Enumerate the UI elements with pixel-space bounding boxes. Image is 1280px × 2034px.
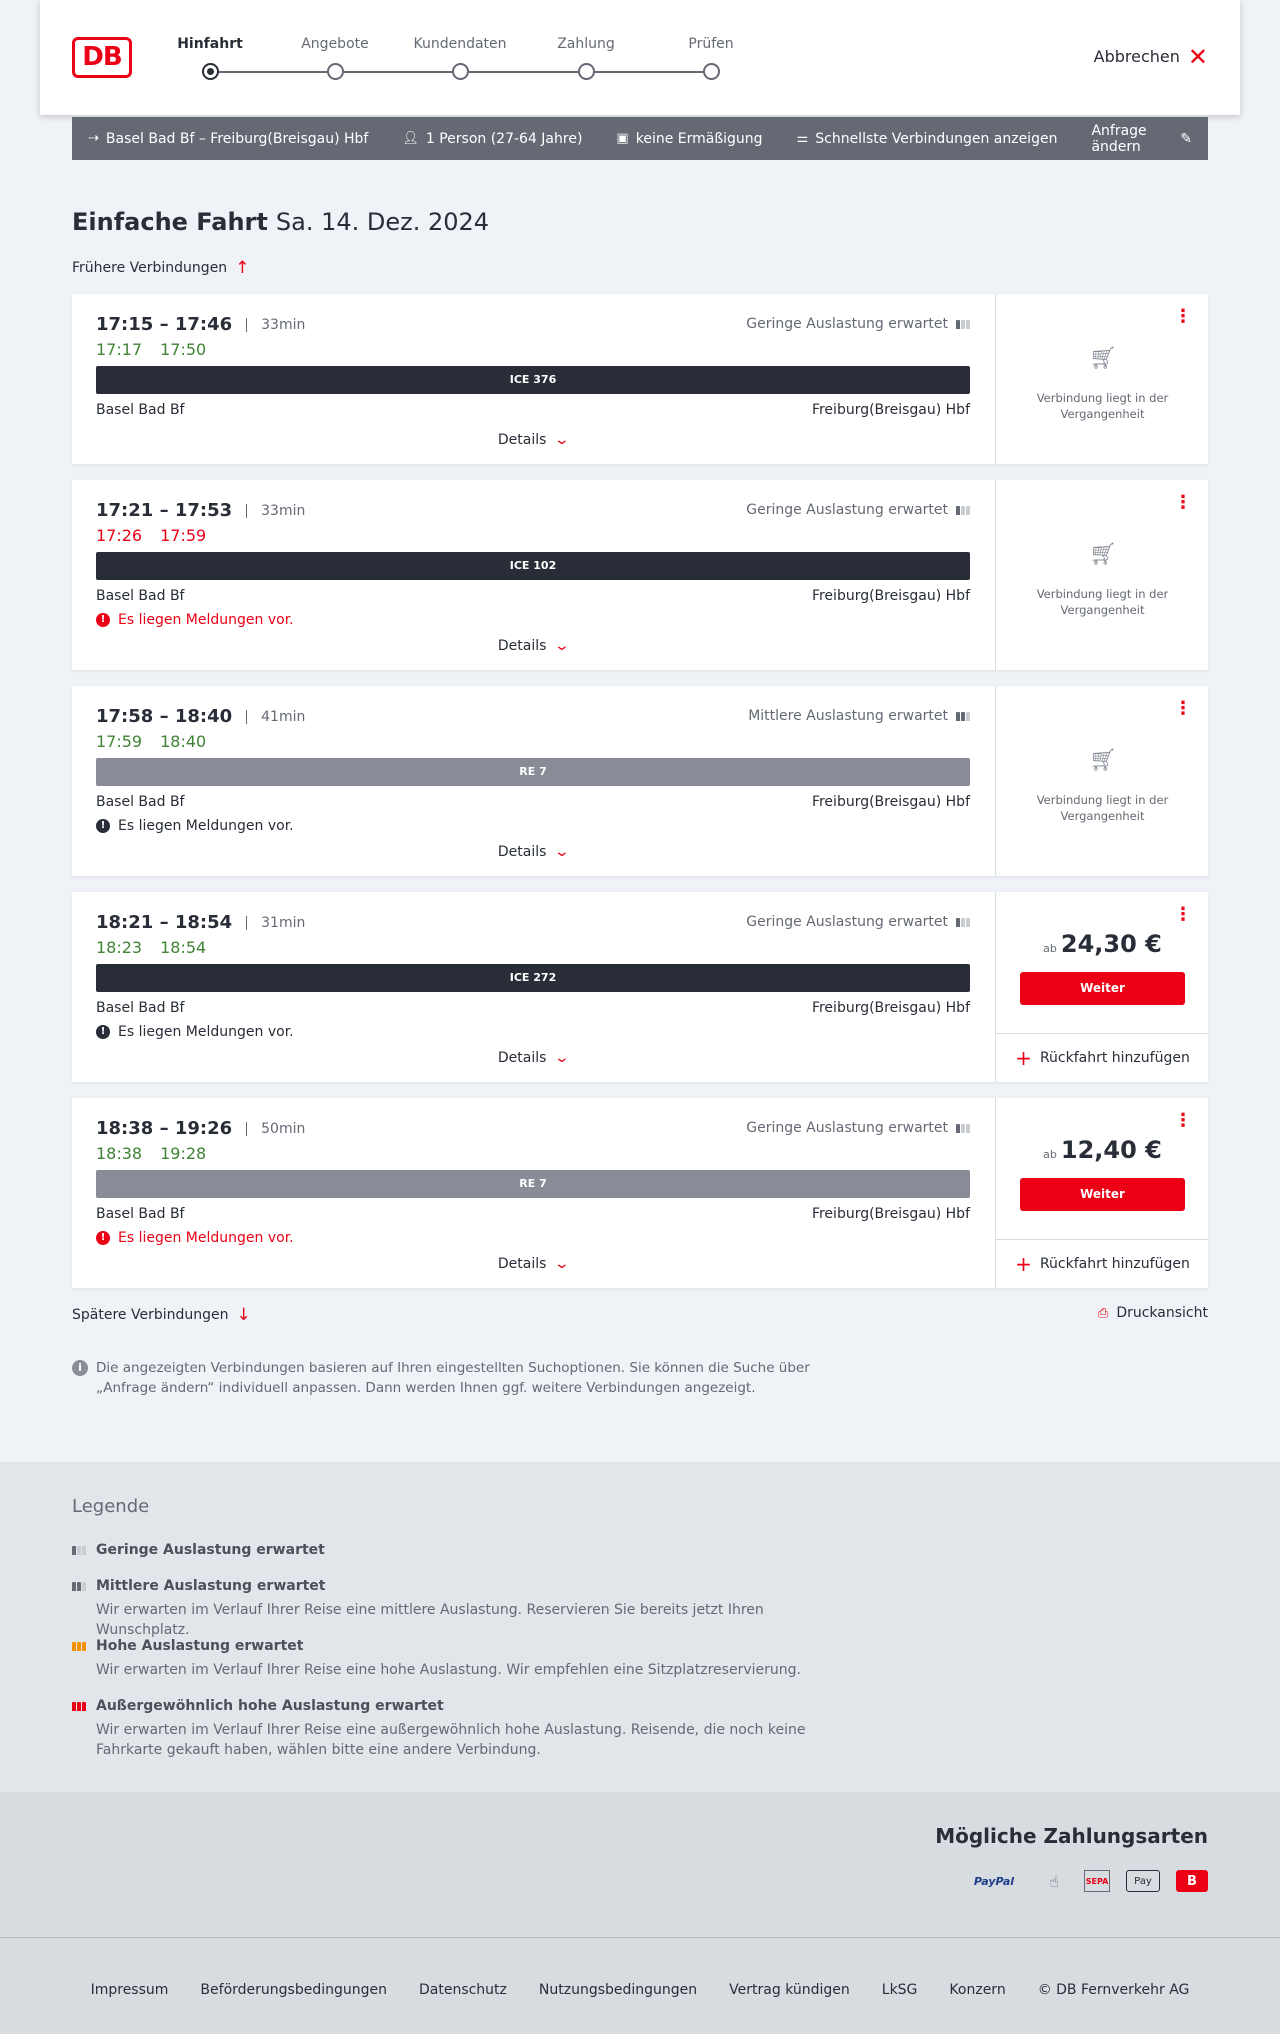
cart-unavailable-icon: 🛒︎ [1089, 748, 1117, 773]
add-return-button[interactable] [996, 1033, 1209, 1081]
realtime-times [96, 938, 206, 957]
more-options-icon[interactable]: ⋮ [1174, 1110, 1192, 1131]
print-view-link[interactable] [1098, 1305, 1208, 1321]
occupancy-exceptional-icon [72, 1702, 88, 1711]
footer-link-konzern[interactable]: Konzern [949, 1982, 1006, 1998]
occupancy-info [746, 316, 970, 332]
occupancy-info [746, 1120, 970, 1136]
past-connection-note: Verbindung liegt in der Vergangenheit [1036, 587, 1169, 617]
fastest-text: Schnellste Verbindungen anzeigen [815, 130, 1058, 147]
disruption-message[interactable] [96, 818, 294, 834]
step-dot-pruefen [703, 63, 720, 80]
price [996, 930, 1209, 958]
connection-side [995, 480, 1208, 670]
step-angebote: Angebote [301, 36, 369, 52]
chevron-down-icon: ⌄ [554, 638, 571, 654]
disruption-message[interactable] [96, 1024, 294, 1040]
realtime-arrival: 18:40 [160, 732, 207, 751]
occupancy-medium-icon [72, 1582, 88, 1591]
details-label: Details [497, 1050, 547, 1066]
price [996, 1136, 1209, 1164]
destination-station: Freiburg(Breisgau) Hbf [811, 402, 970, 418]
trip-type: Einfache Fahrt [72, 208, 268, 236]
change-request-label: Anfrage ändern [1091, 122, 1147, 155]
realtime-arrival: 19:28 [160, 1144, 207, 1163]
train-bar[interactable]: ICE 376 [96, 366, 970, 394]
occupancy-label: Mittlere Auslastung erwartet [748, 708, 948, 724]
chevron-down-icon: ⌄ [554, 844, 571, 860]
step-dot-zahlung [578, 63, 595, 80]
disruption-text: Es liegen Meldungen vor. [118, 818, 294, 834]
train-bar[interactable]: ICE 102 [96, 552, 970, 580]
connection-side [995, 1098, 1208, 1288]
details-label: Details [497, 432, 547, 448]
disruption-text: Es liegen Meldungen vor. [118, 1024, 294, 1040]
disruption-message[interactable] [96, 1230, 294, 1246]
train-bar[interactable]: RE 7 [96, 1170, 970, 1198]
route-arrow-icon: ⇢ [88, 131, 99, 146]
db-card-icon: B [1176, 1870, 1208, 1892]
chevron-down-icon: ⌄ [554, 432, 571, 448]
realtime-times [96, 1144, 206, 1163]
details-toggle[interactable] [72, 1256, 994, 1272]
occupancy-info [746, 502, 970, 518]
realtime-arrival: 18:54 [160, 938, 207, 957]
legend-item-title: Geringe Auslastung erwartet [96, 1542, 325, 1558]
occupancy-label: Geringe Auslastung erwartet [746, 1120, 948, 1136]
details-label: Details [497, 1256, 547, 1272]
payment-methods-section [0, 1792, 1280, 1937]
occupancy-low-icon [956, 320, 970, 329]
destination-station: Freiburg(Breisgau) Hbf [811, 588, 970, 604]
connection-side [995, 686, 1208, 876]
step-hinfahrt: Hinfahrt [177, 36, 243, 52]
realtime-arrival: 17:59 [160, 526, 207, 545]
legend-item-title: Hohe Auslastung erwartet [96, 1638, 304, 1654]
arrow-up-icon: ↑ [235, 258, 250, 278]
more-options-icon[interactable]: ⋮ [1174, 698, 1192, 719]
connection-times [96, 912, 305, 933]
sepa-icon: SEPA [1084, 1870, 1110, 1892]
disruption-text: Es liegen Meldungen vor. [118, 1230, 294, 1246]
route-text: Basel Bad Bf – Freiburg(Breisgau) Hbf [105, 130, 369, 147]
step-dot-angebote [327, 63, 344, 80]
add-return-label: Rückfahrt hinzufügen [1039, 1255, 1190, 1272]
connection-main [72, 892, 994, 1082]
disruption-text: Es liegen Meldungen vor. [118, 612, 294, 628]
discount-summary [616, 131, 762, 147]
connection-times [96, 500, 305, 521]
arrow-down-icon: ↓ [236, 1305, 251, 1325]
footer-links [0, 1982, 1280, 1998]
legend-title: Legende [72, 1496, 150, 1517]
occupancy-medium-icon [956, 712, 970, 721]
footer-link-datenschutz[interactable]: Datenschutz [418, 1982, 507, 1998]
printer-icon: ⎙ [1097, 1305, 1109, 1321]
more-options-icon[interactable]: ⋮ [1174, 492, 1192, 513]
page-title [72, 208, 489, 236]
connection-card[interactable] [72, 686, 1208, 876]
chevron-down-icon: ⌄ [554, 1256, 571, 1272]
connection-times [96, 1118, 305, 1139]
later-connections-link[interactable] [72, 1305, 251, 1325]
connection-side [995, 294, 1208, 464]
footer-link-nutzungsbedingungen[interactable]: Nutzungsbedingungen [538, 1982, 698, 1998]
occupancy-low-icon [956, 918, 970, 927]
info-note [72, 1358, 852, 1398]
duration: 31min [246, 916, 305, 930]
paypal-icon: PayPal [973, 1874, 1015, 1888]
duration: 50min [246, 1122, 305, 1136]
occupancy-label: Geringe Auslastung erwartet [746, 914, 948, 930]
footer-link-vertrag-kuendigen[interactable]: Vertrag kündigen [729, 1982, 850, 1998]
more-options-icon[interactable]: ⋮ [1174, 306, 1192, 327]
realtime-times [96, 340, 206, 359]
past-connection-note: Verbindung liegt in der Vergangenheit [1036, 793, 1169, 823]
top-navigation [40, 0, 1240, 115]
origin-station: Basel Bad Bf [96, 588, 185, 604]
payment-title: Mögliche Zahlungsarten [935, 1824, 1208, 1848]
alert-icon [96, 613, 110, 627]
apple-pay-icon: Pay [1126, 1870, 1160, 1892]
legend-item-title: Außergewöhnlich hohe Auslastung erwartet [96, 1698, 444, 1714]
info-text: Die angezeigten Verbindungen basieren auf Ihren eingestellten Suchoptionen. Sie können die Suche über „Anfrage ändern“ individuell anpassen. Dann werden Ihnen ggf. weitere Verbindungen angezeigt. [96, 1360, 810, 1396]
footer-copyright: © DB Fernverkehr AG [1037, 1982, 1190, 1998]
alert-icon [96, 1025, 110, 1039]
destination-station: Freiburg(Breisgau) Hbf [811, 1000, 970, 1016]
info-icon: i [72, 1360, 88, 1376]
origin-station: Basel Bad Bf [96, 794, 185, 810]
realtime-departure: 18:23 [96, 938, 143, 957]
connection-card[interactable] [72, 1098, 1208, 1288]
step-pruefen: Prüfen [688, 36, 734, 52]
occupancy-low-icon [956, 506, 970, 515]
details-toggle[interactable] [72, 638, 994, 654]
price-value: 24,30 € [1060, 930, 1162, 958]
details-label: Details [497, 638, 547, 654]
chevron-down-icon: ⌄ [554, 1050, 571, 1066]
realtime-departure: 17:59 [96, 732, 143, 751]
occupancy-low-icon [956, 1124, 970, 1133]
discount-text: keine Ermäßigung [635, 130, 763, 147]
cancel-button[interactable] [1093, 42, 1208, 71]
legend-item-desc: Wir erwarten im Verlauf Ihrer Reise eine mittlere Auslastung. Reservieren Sie bereits jetzt Ihren Wunschplatz. [96, 1602, 764, 1638]
connection-times [96, 314, 305, 335]
destination-station: Freiburg(Breisgau) Hbf [811, 1206, 970, 1222]
connection-card[interactable] [72, 294, 1208, 464]
passenger-text: 1 Person (27-64 Jahre) [425, 130, 583, 147]
occupancy-info [748, 708, 970, 724]
footer-link-impressum[interactable]: Impressum [90, 1982, 169, 1998]
continue-button[interactable]: Weiter [1020, 1178, 1185, 1211]
duration: 33min [246, 504, 305, 518]
change-request-button[interactable] [1091, 123, 1192, 155]
realtime-departure: 17:26 [96, 526, 143, 545]
footer [0, 1937, 1280, 2034]
connection-main [72, 480, 994, 670]
footer-link-befoerderungsbedingungen[interactable]: Beförderungsbedingungen [200, 1982, 387, 1998]
db-logo[interactable]: DB [72, 37, 132, 78]
alert-icon [96, 1231, 110, 1245]
plus-icon: + [1015, 1251, 1032, 1276]
price-prefix: ab [1043, 1148, 1057, 1161]
more-options-icon[interactable]: ⋮ [1174, 904, 1192, 925]
cart-unavailable-icon: 🛒︎ [1089, 542, 1117, 567]
card-icon: ▣ [616, 131, 629, 146]
legend-item [72, 1578, 856, 1640]
connection-times [96, 706, 305, 727]
cancel-label: Abbrechen [1093, 47, 1180, 66]
origin-station: Basel Bad Bf [96, 1000, 185, 1016]
legend-item [72, 1542, 325, 1558]
legend-item-title: Mittlere Auslastung erwartet [96, 1578, 326, 1594]
plus-icon: + [1015, 1045, 1032, 1070]
details-toggle[interactable] [72, 1050, 994, 1066]
connection-main [72, 294, 994, 464]
print-label: Druckansicht [1116, 1305, 1208, 1321]
footer-link-lksg[interactable]: LkSG [881, 1982, 918, 1998]
realtime-departure: 18:38 [96, 1144, 143, 1163]
step-zahlung: Zahlung [557, 36, 615, 52]
occupancy-label: Geringe Auslastung erwartet [746, 316, 948, 332]
connection-side [995, 892, 1208, 1082]
train-bar[interactable]: ICE 272 [96, 964, 970, 992]
price-prefix: ab [1043, 942, 1057, 955]
realtime-departure: 17:17 [96, 340, 143, 359]
realtime-times [96, 732, 206, 751]
earlier-connections-link[interactable] [72, 258, 249, 278]
planned-times: 17:21 – 17:53 [96, 500, 233, 521]
filter-sliders-icon: ⚌ [796, 131, 809, 146]
step-dot-hinfahrt [202, 63, 219, 80]
giropay-icon: ☝ [1049, 1871, 1059, 1891]
duration: 33min [246, 318, 305, 332]
legend-item [72, 1698, 856, 1760]
connection-card[interactable] [72, 480, 1208, 670]
past-connection-note: Verbindung liegt in der Vergangenheit [1036, 391, 1169, 421]
earlier-label: Frühere Verbindungen [72, 260, 228, 276]
fastest-connections-toggle[interactable] [797, 131, 1058, 147]
add-return-button[interactable] [996, 1239, 1209, 1287]
disruption-message[interactable] [96, 612, 294, 628]
planned-times: 17:15 – 17:46 [96, 314, 233, 335]
occupancy-info [746, 914, 970, 930]
connection-card[interactable] [72, 892, 1208, 1082]
planned-times: 18:21 – 18:54 [96, 912, 233, 933]
planned-times: 17:58 – 18:40 [96, 706, 233, 727]
realtime-arrival: 17:50 [160, 340, 207, 359]
occupancy-label: Geringe Auslastung erwartet [746, 502, 948, 518]
legend-item-desc: Wir erwarten im Verlauf Ihrer Reise eine außergewöhnlich hohe Auslastung. Reisende, die noch keine Fahrkarte gekauft haben, wählen bitte eine andere Verbindung. [96, 1722, 806, 1758]
passenger-summary [402, 131, 582, 147]
add-return-label: Rückfahrt hinzufügen [1039, 1049, 1190, 1066]
search-summary-bar [72, 117, 1208, 160]
details-label: Details [497, 844, 547, 860]
alert-icon [96, 819, 110, 833]
train-bar[interactable]: RE 7 [96, 758, 970, 786]
pencil-icon: ✎ [1180, 130, 1192, 147]
occupancy-high-icon [72, 1642, 88, 1651]
step-kundendaten: Kundendaten [413, 36, 507, 52]
trip-date: Sa. 14. Dez. 2024 [275, 208, 490, 236]
route-summary [88, 131, 368, 147]
destination-station: Freiburg(Breisgau) Hbf [811, 794, 970, 810]
connection-main [72, 1098, 994, 1288]
cart-unavailable-icon: 🛒︎ [1089, 346, 1117, 371]
legend-item-desc: Wir erwarten im Verlauf Ihrer Reise eine hohe Auslastung. Wir empfehlen eine Sitzplatzreservierung. [96, 1662, 801, 1678]
duration: 41min [246, 710, 305, 724]
realtime-times [96, 526, 206, 545]
legend-item [72, 1638, 856, 1680]
step-dot-kundendaten [452, 63, 469, 80]
legend-section [0, 1462, 1280, 1792]
close-icon: ✕ [1187, 42, 1208, 71]
continue-button[interactable]: Weiter [1020, 972, 1185, 1005]
origin-station: Basel Bad Bf [96, 1206, 185, 1222]
occupancy-low-icon [72, 1546, 88, 1555]
details-toggle[interactable] [72, 844, 994, 860]
details-toggle[interactable] [72, 432, 994, 448]
connection-main [72, 686, 994, 876]
price-value: 12,40 € [1060, 1136, 1162, 1164]
person-icon: 👤︎ [402, 131, 419, 146]
planned-times: 18:38 – 19:26 [96, 1118, 233, 1139]
later-label: Spätere Verbindungen [72, 1307, 229, 1323]
origin-station: Basel Bad Bf [96, 402, 185, 418]
payment-icons [964, 1870, 1208, 1892]
